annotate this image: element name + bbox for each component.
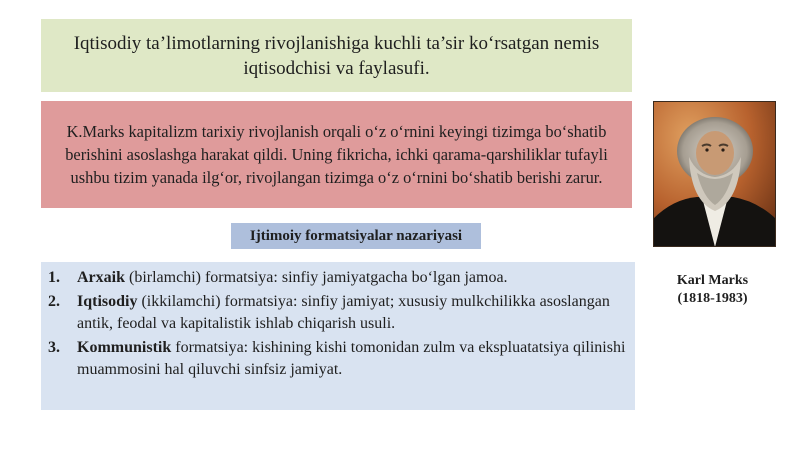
list-item — [48, 267, 627, 289]
list-item — [48, 291, 627, 335]
formations-list — [41, 262, 635, 410]
list-item-description: (ikkilamchi) formatsiya: sinfiy jamiyat; xususiy mulkchilikka asoslangan antik, feodal va kapitalistik ishlab chiqarish usuli. — [77, 293, 610, 332]
portrait-years: (1818-1983) — [677, 291, 748, 306]
portrait-photo — [653, 101, 776, 247]
list-item — [48, 337, 627, 381]
section-heading-text: Ijtimoiy formatsiyalar nazariyasi — [249, 227, 463, 244]
list-item-description: formatsiya: kishining kishi tomonidan zulm va ekspluatatsiya qilinishi muammosini hal qiluvchi sinfsiz jamiyat. — [77, 339, 626, 378]
list-number: 1. — [48, 269, 60, 286]
list-item-text — [77, 291, 627, 335]
description-text: K.Marks kapitalizm tarixiy rivojlanish orqali o‘z o‘rnini keyingi tizimga bo‘shatib berishini asoslashga harakat qildi. Uning fikricha, ichki qarama-qarshiliklar tufayli ushbu tizim yanada ilg‘or, rivojlangan tizimga o‘z o‘rnini bo‘shatib berishi zarur. — [65, 122, 608, 187]
list-item-text — [77, 267, 627, 289]
list-item-term: Arxaik — [77, 269, 125, 286]
intro-text: Iqtisodiy ta’limotlarning rivojlanishiga kuchli ta’sir ko‘rsatgan nemis iqtisodchisi va faylasufi. — [73, 32, 600, 79]
portrait-name: Karl Marks — [676, 273, 749, 288]
list-item-term: Kommunistik — [77, 339, 172, 356]
list-number: 2. — [48, 293, 60, 310]
list-item-text — [77, 337, 627, 381]
list-number: 3. — [48, 339, 60, 356]
intro-box — [41, 19, 632, 92]
section-heading — [231, 223, 481, 249]
list-item-description: (birlamchi) formatsiya: sinfiy jamiyatgacha bo‘lgan jamoa. — [125, 269, 508, 286]
portrait-caption — [655, 272, 770, 308]
list-item-term: Iqtisodiy — [77, 293, 138, 310]
description-box — [41, 101, 632, 208]
